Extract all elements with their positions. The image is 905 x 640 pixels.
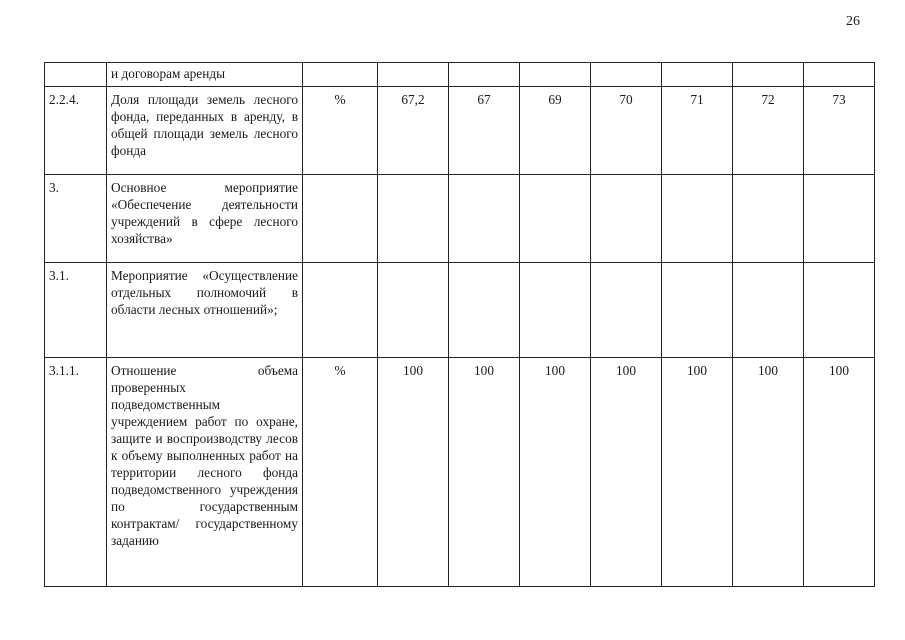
row-value-cell <box>378 263 449 358</box>
row-unit-cell <box>303 175 378 263</box>
indicators-table <box>44 62 875 587</box>
row-value-cell <box>733 263 804 358</box>
row-value-cell <box>591 63 662 87</box>
row-name-cell: и договорам аренды <box>107 63 303 87</box>
row-value-cell <box>449 63 520 87</box>
row-name-cell: Мероприятие «Осуществление отдельных полномочий в области лесных отношений»; <box>107 263 303 358</box>
row-value-cell: 100 <box>520 358 591 587</box>
row-value-cell <box>378 175 449 263</box>
row-value-cell <box>378 63 449 87</box>
row-name-cell: Основное мероприятие «Обеспечение деятельности учреждений в сфере лесного хозяйства» <box>107 175 303 263</box>
row-unit-cell <box>303 63 378 87</box>
row-value-cell <box>804 263 875 358</box>
row-code-cell: 2.2.4. <box>45 87 107 175</box>
row-value-cell: 100 <box>449 358 520 587</box>
table-row <box>45 358 875 587</box>
row-value-cell <box>449 263 520 358</box>
row-value-cell: 100 <box>804 358 875 587</box>
page-number: 26 <box>846 14 860 29</box>
row-value-cell: 69 <box>520 87 591 175</box>
row-unit-cell <box>303 263 378 358</box>
row-value-cell: 67,2 <box>378 87 449 175</box>
row-code-cell: 3. <box>45 175 107 263</box>
table-row <box>45 175 875 263</box>
row-value-cell <box>520 63 591 87</box>
row-value-cell <box>662 263 733 358</box>
row-value-cell: 100 <box>591 358 662 587</box>
row-value-cell: 72 <box>733 87 804 175</box>
table-row <box>45 63 875 87</box>
table-row <box>45 263 875 358</box>
row-value-cell <box>804 175 875 263</box>
row-value-cell: 67 <box>449 87 520 175</box>
row-name-cell: Доля площади земель лесного фонда, переданных в аренду, в общей площади земель лесного фонда <box>107 87 303 175</box>
row-value-cell: 73 <box>804 87 875 175</box>
row-code-cell: 3.1.1. <box>45 358 107 587</box>
row-value-cell <box>591 175 662 263</box>
row-value-cell <box>662 175 733 263</box>
row-value-cell <box>733 175 804 263</box>
row-value-cell <box>449 175 520 263</box>
row-code-cell <box>45 63 107 87</box>
row-value-cell <box>591 263 662 358</box>
row-value-cell: 100 <box>733 358 804 587</box>
row-value-cell <box>804 63 875 87</box>
row-value-cell <box>662 63 733 87</box>
row-value-cell: 100 <box>662 358 733 587</box>
row-value-cell: 70 <box>591 87 662 175</box>
row-value-cell <box>733 63 804 87</box>
row-unit-cell: % <box>303 87 378 175</box>
row-value-cell <box>520 175 591 263</box>
row-code-cell: 3.1. <box>45 263 107 358</box>
row-value-cell: 100 <box>378 358 449 587</box>
row-unit-cell: % <box>303 358 378 587</box>
row-value-cell: 71 <box>662 87 733 175</box>
row-value-cell <box>520 263 591 358</box>
row-name-cell: Отношение объема проверенных подведомственным учреждением работ по охране, защите и воспроизводству лесов к объему выполненных работ на территории лесного фонда подведомственного учреждения по государственным контрактам/ государственному заданию <box>107 358 303 587</box>
table-row <box>45 87 875 175</box>
